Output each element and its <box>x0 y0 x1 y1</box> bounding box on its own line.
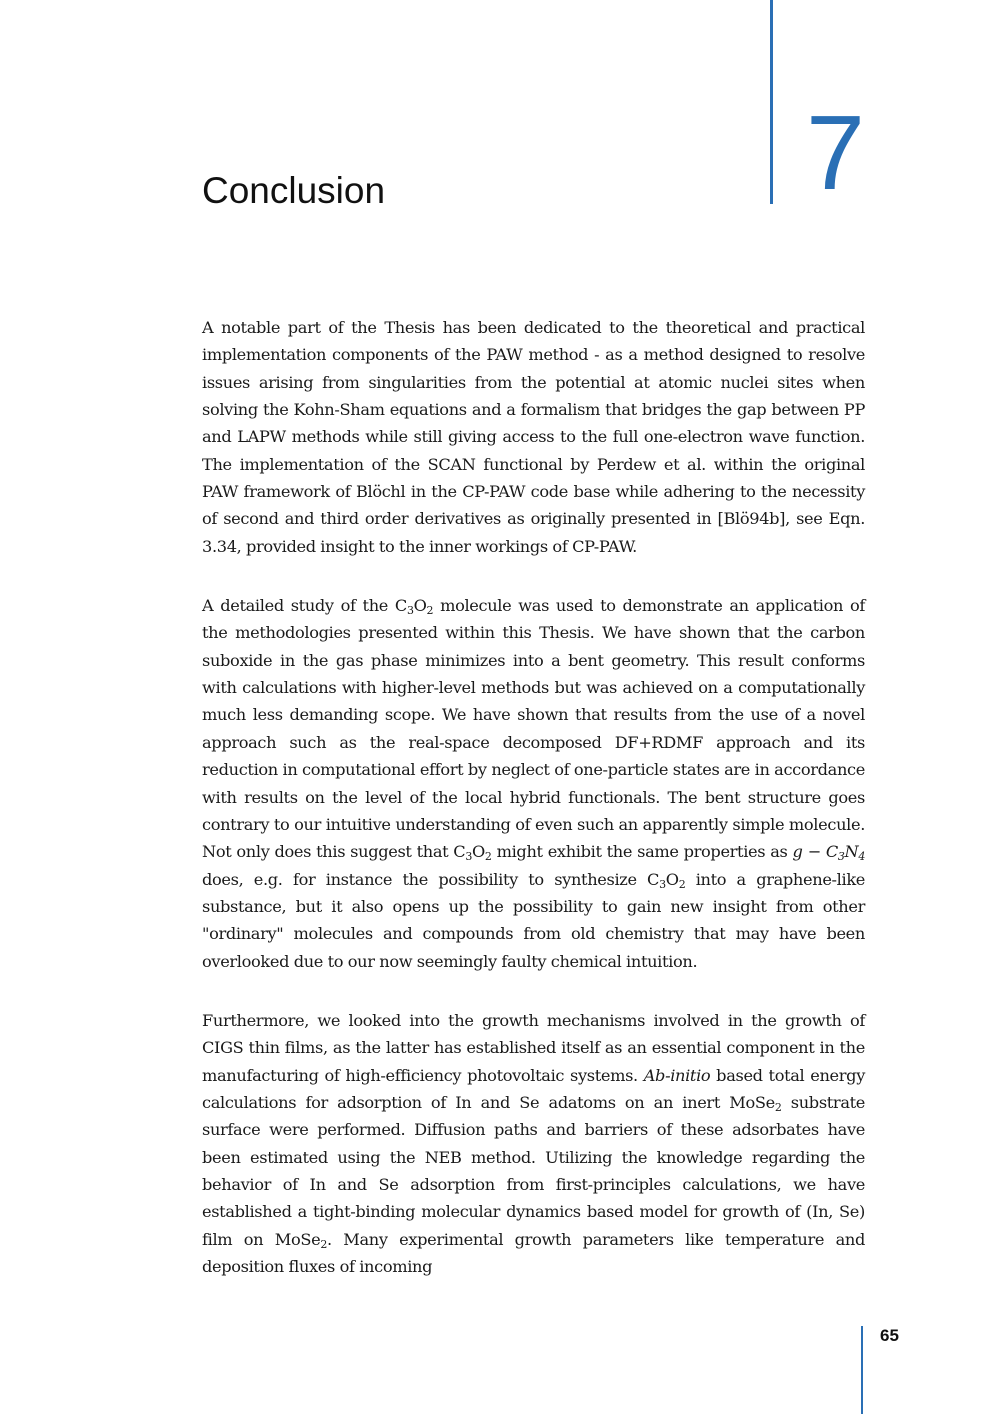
paragraph-cigs-growth <box>202 1007 865 1280</box>
text-segment: O <box>665 869 679 889</box>
text-segment: does, e.g. for instance the possibility to synthesize C <box>202 869 660 889</box>
text-segment: molecule was used to demonstrate an application of the methodologies presented within this Thesis. We have shown that the carbon suboxide in the gas phase minimizes into a bent geometry. This result conforms with calculations with higher-level methods but was achieved on a computationally much less demanding scope. We have shown that results from the use of a novel approach such as the real-space decomposed DF+RDMF approach and its reduction in computational effort by neglect of one-particle states are in accordance with results on the level of the local hybrid functionals. The bent structure goes contrary to our intuitive understanding of even such an apparently simple molecule. Not only does this suggest that C <box>202 596 865 862</box>
paragraph-c3o2-study <box>202 592 865 975</box>
text-segment: A detailed study of the C <box>202 596 407 616</box>
subscript: 2 <box>484 850 492 864</box>
subscript: 3 <box>659 877 666 891</box>
footer-rule <box>861 1326 863 1414</box>
italic-term: Ab-initio <box>643 1065 711 1085</box>
chapter-title: Conclusion <box>202 170 386 211</box>
subscript: 2 <box>678 877 686 891</box>
chapter-rule <box>770 0 773 204</box>
chapter-number: 7 <box>806 94 865 212</box>
math-segment: N <box>844 842 859 862</box>
subscript: 2 <box>426 604 434 618</box>
text-segment: . Many experimental growth parameters like temperature and deposition fluxes of incoming <box>202 1229 865 1276</box>
page-number: 65 <box>880 1326 899 1345</box>
math-formula <box>792 842 866 864</box>
text-segment: might exhibit the same properties as <box>491 842 793 862</box>
body-text <box>202 314 865 1312</box>
subscript: 2 <box>774 1100 782 1114</box>
text-segment: O <box>472 842 485 862</box>
subscript: 3 <box>406 604 414 618</box>
subscript: 3 <box>465 850 472 864</box>
text-segment: O <box>413 596 427 616</box>
text-segment: into a graphene-like substance, but it also opens up the possibility to gain new insight from other "ordinary" molecules and compounds from old chemistry that may have been overlooked due to our now seemingly faulty chemical intuition. <box>202 869 866 971</box>
text-segment: substrate surface were performed. Diffusion paths and barriers of these adsorbates have been estimated using the NEB method. Utilizing the knowledge regarding the behavior of In and Se adsorption from first-principles calculations, we have established a tight-binding molecular dynamics based model for growth of (In, Se) film on MoSe <box>202 1092 866 1249</box>
paragraph-paw-scan: A notable part of the Thesis has been dedicated to the theoretical and practical implementation components of the PAW method - as a method designed to resolve issues arising from singularities from the potential at atomic nuclei sites when solving the Kohn-Sham equations and a formalism that bridges the gap between PP and LAPW methods while still giving access to the full one-electron wave function. The implementation of the SCAN functional by Perdew et al. within the original PAW framework of Blöchl in the CP-PAW code base while adhering to the necessity of second and third order derivatives as originally presented in [Blö94b], see Eqn. 3.34, provided insight to the inner workings of CP-PAW. <box>202 318 865 556</box>
math-segment: g − C <box>792 842 838 862</box>
text-segment: based total energy calculations for adsorption of In and Se adatoms on an inert MoSe <box>202 1065 865 1112</box>
text-segment: Furthermore, we looked into the growth mechanisms involved in the growth of CIGS thin films, as the latter has established itself as an essential component in the manufacturing of high-efficiency photovoltaic systems. <box>202 1010 865 1085</box>
subscript: 4 <box>858 850 866 864</box>
subscript: 3 <box>837 850 845 864</box>
subscript: 2 <box>320 1237 327 1251</box>
